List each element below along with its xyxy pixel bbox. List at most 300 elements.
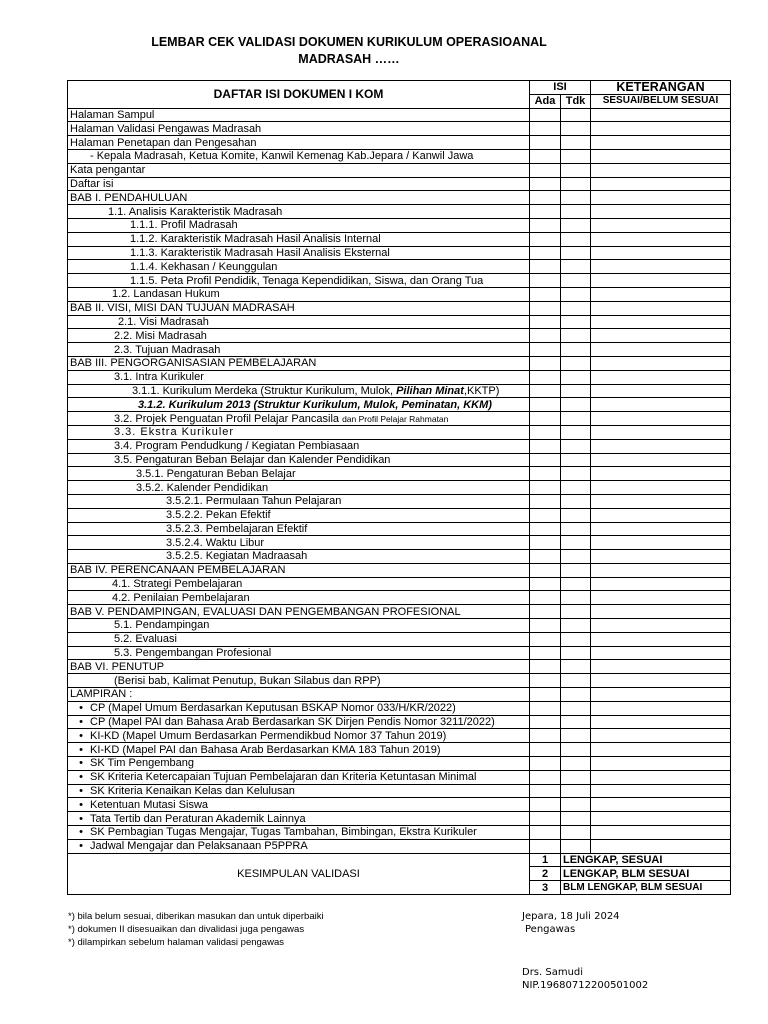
tdk-checkbox-cell[interactable] [561,577,591,591]
item-cell [68,481,530,495]
item-text: 1.1.1. Profil Madrasah [130,219,238,232]
item-text: 3.2. Projek Penguatan Profil Pelajar Pancasila [114,412,343,425]
table-row [68,784,731,798]
tdk-checkbox-cell[interactable] [561,508,591,522]
keterangan-cell[interactable] [591,784,731,798]
ada-checkbox-cell[interactable] [530,122,561,136]
item-cell [68,536,530,550]
keterangan-cell[interactable] [591,481,731,495]
item-cell [68,591,530,605]
tdk-checkbox-cell[interactable] [561,177,591,191]
item-cell [68,674,530,688]
item-text: 3.1.2. Kurikulum 2013 (Struktur Kurikulum, Mulok, Peminatan, KKM) [138,398,492,411]
bullet-icon [70,813,90,825]
ada-checkbox-cell[interactable] [530,563,561,577]
item-text: 3.5.2.3. Pembelajaran Efektif [166,522,308,535]
ada-checkbox-cell[interactable] [530,729,561,743]
item-cell [68,356,530,370]
ada-checkbox-cell[interactable] [530,205,561,219]
table-row [68,108,731,122]
signature-nip: NIP.19680712200501002 [522,980,649,991]
item-text-tail: ,KKTP) [463,384,500,397]
item-cell [68,343,530,357]
table-row [68,591,731,605]
tdk-checkbox-cell[interactable] [561,481,591,495]
signature-name: Drs. Samudi [522,967,584,978]
ada-checkbox-cell[interactable] [530,370,561,384]
item-cell [68,218,530,232]
ada-checkbox-cell[interactable] [530,688,561,702]
title-line-2: MADRASAH …… [298,52,400,66]
item-text: CP (Mapel PAI dan Bahasa Arab Berdasarkan SK Dirjen Pendis Nomor 3211/2022) [90,716,495,729]
item-cell [68,743,530,757]
ada-checkbox-cell[interactable] [530,246,561,260]
ada-checkbox-cell[interactable] [530,329,561,343]
ada-checkbox-cell[interactable] [530,701,561,715]
table-row [68,343,731,357]
tdk-checkbox-cell[interactable] [561,688,591,702]
ada-checkbox-cell[interactable] [530,494,561,508]
keterangan-cell[interactable] [591,136,731,150]
keterangan-cell[interactable] [591,343,731,357]
ada-checkbox-cell[interactable] [530,674,561,688]
keterangan-cell[interactable] [591,536,731,550]
tdk-checkbox-cell[interactable] [561,646,591,660]
tdk-checkbox-cell[interactable] [561,343,591,357]
table-row [68,550,731,564]
keterangan-cell[interactable] [591,563,731,577]
table-row [68,122,731,136]
table-row [68,218,731,232]
keterangan-cell[interactable] [591,246,731,260]
header-ada: Ada [530,94,561,108]
ada-checkbox-cell[interactable] [530,177,561,191]
tdk-checkbox-cell[interactable] [561,826,591,840]
conclusion-section [68,853,731,894]
tdk-checkbox-cell[interactable] [561,136,591,150]
keterangan-cell[interactable] [591,370,731,384]
ada-checkbox-cell[interactable] [530,108,561,122]
item-text: BAB III. PENGORGANISASIAN PEMBELAJARAN [70,357,317,370]
tdk-checkbox-cell[interactable] [561,729,591,743]
keterangan-cell[interactable] [591,688,731,702]
keterangan-cell[interactable] [591,205,731,219]
table-row [68,508,731,522]
tdk-checkbox-cell[interactable] [561,494,591,508]
item-cell [68,784,530,798]
ada-checkbox-cell[interactable] [530,315,561,329]
tdk-checkbox-cell[interactable] [561,563,591,577]
keterangan-cell[interactable] [591,232,731,246]
tdk-checkbox-cell[interactable] [561,784,591,798]
keterangan-cell[interactable] [591,384,731,398]
item-cell [68,839,530,853]
keterangan-cell[interactable] [591,108,731,122]
table-row [68,329,731,343]
item-cell [68,177,530,191]
item-cell [68,770,530,784]
keterangan-cell[interactable] [591,674,731,688]
item-text: Halaman Sampul [70,108,155,121]
item-text: 1.2. Landasan Hukum [112,288,220,301]
item-cell [68,563,530,577]
ada-checkbox-cell[interactable] [530,508,561,522]
ada-checkbox-cell[interactable] [530,522,561,536]
table-row [68,439,731,453]
tdk-checkbox-cell[interactable] [561,743,591,757]
ada-checkbox-cell[interactable] [530,481,561,495]
tdk-checkbox-cell[interactable] [561,191,591,205]
ada-checkbox-cell[interactable] [530,784,561,798]
bullet-icon [70,826,90,838]
keterangan-cell[interactable] [591,757,731,771]
item-text: KI-KD (Mapel PAI dan Bahasa Arab Berdasarkan KMA 183 Tahun 2019) [90,743,441,756]
item-cell [68,453,530,467]
tdk-checkbox-cell[interactable] [561,605,591,619]
keterangan-cell[interactable] [591,522,731,536]
ada-checkbox-cell[interactable] [530,660,561,674]
table-row [68,163,731,177]
ada-checkbox-cell[interactable] [530,136,561,150]
tdk-checkbox-cell[interactable] [561,315,591,329]
table-row [68,205,731,219]
item-cell [68,136,530,150]
tdk-checkbox-cell[interactable] [561,398,591,412]
ada-checkbox-cell[interactable] [530,550,561,564]
keterangan-cell[interactable] [591,646,731,660]
ada-checkbox-cell[interactable] [530,301,561,315]
ada-checkbox-cell[interactable] [530,218,561,232]
tdk-checkbox-cell[interactable] [561,149,591,163]
item-text: - Kepala Madrasah, Ketua Komite, Kanwil Kemenag Kab.Jepara / Kanwil Jawa [90,150,474,163]
item-cell [68,315,530,329]
header-isi: ISI [530,81,591,95]
tdk-checkbox-cell[interactable] [561,356,591,370]
tdk-checkbox-cell[interactable] [561,384,591,398]
conclusion-num-2: 2 [530,867,561,881]
tdk-checkbox-cell[interactable] [561,798,591,812]
bullet-icon [70,744,90,756]
ada-checkbox-cell[interactable] [530,812,561,826]
keterangan-cell[interactable] [591,743,731,757]
tdk-checkbox-cell[interactable] [561,757,591,771]
ada-checkbox-cell[interactable] [530,826,561,840]
ada-checkbox-cell[interactable] [530,412,561,426]
tdk-checkbox-cell[interactable] [561,163,591,177]
table-row [68,246,731,260]
item-cell [68,246,530,260]
table-row [68,370,731,384]
tdk-checkbox-cell[interactable] [561,260,591,274]
ada-checkbox-cell[interactable] [530,715,561,729]
note-3: *) dilampirkan sebelum halaman validasi pengawas [68,937,284,948]
ada-checkbox-cell[interactable] [530,605,561,619]
document-items [68,108,731,853]
note-1: *) bila belum sesuai, diberikan masukan dan untuk diperbaiki [68,911,324,922]
table-row [68,149,731,163]
item-cell [68,701,530,715]
ada-checkbox-cell[interactable] [530,453,561,467]
ada-checkbox-cell[interactable] [530,191,561,205]
ada-checkbox-cell[interactable] [530,467,561,481]
item-cell [68,798,530,812]
keterangan-cell[interactable] [591,632,731,646]
keterangan-cell[interactable] [591,453,731,467]
ada-checkbox-cell[interactable] [530,757,561,771]
ada-checkbox-cell[interactable] [530,591,561,605]
item-text: LAMPIRAN : [70,688,133,701]
item-text: 4.1. Strategi Pembelajaran [112,578,243,591]
item-text-small: dan Profil Pelajar Rahmatan [342,413,449,424]
tdk-checkbox-cell[interactable] [561,632,591,646]
ada-checkbox-cell[interactable] [530,646,561,660]
keterangan-cell[interactable] [591,605,731,619]
tdk-checkbox-cell[interactable] [561,205,591,219]
item-cell [68,632,530,646]
conclusion-num-3: 3 [530,881,561,895]
ada-checkbox-cell[interactable] [530,839,561,853]
keterangan-cell[interactable] [591,550,731,564]
item-cell [68,812,530,826]
tdk-checkbox-cell[interactable] [561,715,591,729]
table-row [68,798,731,812]
item-text: Jadwal Mengajar dan Pelaksanaan P5PPRA [90,840,308,853]
ada-checkbox-cell[interactable] [530,343,561,357]
bullet-icon [70,716,90,728]
tdk-checkbox-cell[interactable] [561,674,591,688]
table-row [68,757,731,771]
note-2: *) dokumen II disesuaikan dan divalidasi juga pengawas [68,924,305,935]
item-cell [68,467,530,481]
table-row [68,715,731,729]
item-text: 2.1. Visi Madrasah [118,315,209,328]
ada-checkbox-cell[interactable] [530,163,561,177]
keterangan-cell[interactable] [591,839,731,853]
validation-table [67,80,731,895]
tdk-checkbox-cell[interactable] [561,550,591,564]
tdk-checkbox-cell[interactable] [561,467,591,481]
tdk-checkbox-cell[interactable] [561,412,591,426]
tdk-checkbox-cell[interactable] [561,287,591,301]
item-cell [68,163,530,177]
keterangan-cell[interactable] [591,287,731,301]
item-text: 5.2. Evaluasi [114,633,177,646]
tdk-checkbox-cell[interactable] [561,522,591,536]
tdk-checkbox-cell[interactable] [561,246,591,260]
signature-role: Pengawas [525,924,576,935]
item-text: 1.1. Analisis Karakteristik Madrasah [108,205,283,218]
bullet-icon [70,730,90,742]
keterangan-cell[interactable] [591,260,731,274]
keterangan-cell[interactable] [591,274,731,288]
item-cell [68,205,530,219]
table-row [68,315,731,329]
item-cell [68,191,530,205]
keterangan-cell[interactable] [591,191,731,205]
keterangan-cell[interactable] [591,701,731,715]
ada-checkbox-cell[interactable] [530,743,561,757]
item-text: 3.1.1. Kurikulum Merdeka (Struktur Kurikulum, Mulok, [132,384,397,397]
item-text: Halaman Validasi Pengawas Madrasah [70,122,262,135]
ada-checkbox-cell[interactable] [530,770,561,784]
tdk-checkbox-cell[interactable] [561,370,591,384]
tdk-checkbox-cell[interactable] [561,660,591,674]
tdk-checkbox-cell[interactable] [561,122,591,136]
item-text: 5.3. Pengembangan Profesional [114,647,272,660]
keterangan-cell[interactable] [591,412,731,426]
table-row [68,384,731,398]
tdk-checkbox-cell[interactable] [561,218,591,232]
table-row [68,522,731,536]
ada-checkbox-cell[interactable] [530,398,561,412]
table-row [68,605,731,619]
ada-checkbox-cell[interactable] [530,577,561,591]
tdk-checkbox-cell[interactable] [561,439,591,453]
table-row [68,494,731,508]
table-row [68,743,731,757]
keterangan-cell[interactable] [591,149,731,163]
keterangan-cell[interactable] [591,356,731,370]
item-cell [68,425,530,439]
table-row [68,136,731,150]
table-row [68,563,731,577]
tdk-checkbox-cell[interactable] [561,274,591,288]
signature-block [522,910,620,936]
keterangan-cell[interactable] [591,619,731,633]
ada-checkbox-cell[interactable] [530,425,561,439]
keterangan-cell[interactable] [591,122,731,136]
item-text: Daftar isi [70,177,114,190]
keterangan-cell[interactable] [591,177,731,191]
keterangan-cell[interactable] [591,508,731,522]
ada-checkbox-cell[interactable] [530,384,561,398]
ada-checkbox-cell[interactable] [530,260,561,274]
item-text: 3.5.2.2. Pekan Efektif [166,509,271,522]
item-cell [68,398,530,412]
tdk-checkbox-cell[interactable] [561,425,591,439]
tdk-checkbox-cell[interactable] [561,591,591,605]
document-title [0,34,768,68]
ada-checkbox-cell[interactable] [530,798,561,812]
ada-checkbox-cell[interactable] [530,536,561,550]
keterangan-cell[interactable] [591,812,731,826]
item-text: BAB IV. PERENCANAAN PEMBELAJARAN [70,564,286,577]
item-cell [68,619,530,633]
item-cell [68,550,530,564]
table-row [68,191,731,205]
table-row [68,536,731,550]
table-row [68,467,731,481]
item-cell [68,439,530,453]
tdk-checkbox-cell[interactable] [561,701,591,715]
item-cell [68,577,530,591]
tdk-checkbox-cell[interactable] [561,536,591,550]
tdk-checkbox-cell[interactable] [561,812,591,826]
table-row [68,481,731,495]
item-cell [68,715,530,729]
keterangan-cell[interactable] [591,729,731,743]
item-text: SK Kriteria Kenaikan Kelas dan Kelulusan [90,785,295,798]
item-text: Halaman Penetapan dan Pengesahan [70,136,257,149]
keterangan-cell[interactable] [591,770,731,784]
table-row [68,770,731,784]
table-row [68,177,731,191]
item-text: Kata pengantar [70,164,146,177]
tdk-checkbox-cell[interactable] [561,839,591,853]
conclusion-row-1 [68,853,731,867]
item-cell [68,646,530,660]
keterangan-cell[interactable] [591,301,731,315]
tdk-checkbox-cell[interactable] [561,301,591,315]
table-row [68,660,731,674]
header-daftar-isi: DAFTAR ISI DOKUMEN I KOM [68,81,530,109]
keterangan-cell[interactable] [591,315,731,329]
notes [68,910,324,949]
table-row [68,729,731,743]
ada-checkbox-cell[interactable] [530,232,561,246]
ada-checkbox-cell[interactable] [530,632,561,646]
item-cell [68,287,530,301]
keterangan-cell[interactable] [591,494,731,508]
keterangan-cell[interactable] [591,826,731,840]
table-row [68,453,731,467]
item-cell [68,260,530,274]
table-row [68,274,731,288]
keterangan-cell[interactable] [591,467,731,481]
keterangan-cell[interactable] [591,439,731,453]
ada-checkbox-cell[interactable] [530,619,561,633]
item-cell [68,301,530,315]
bullet-icon [70,757,90,769]
tdk-checkbox-cell[interactable] [561,453,591,467]
keterangan-cell[interactable] [591,218,731,232]
keterangan-cell[interactable] [591,163,731,177]
keterangan-cell[interactable] [591,329,731,343]
item-text: BAB II. VISI, MISI DAN TUJUAN MADRASAH [70,302,295,315]
header-sesuai: SESUAI/BELUM SESUAI [591,94,731,108]
keterangan-cell[interactable] [591,591,731,605]
tdk-checkbox-cell[interactable] [561,329,591,343]
table-row [68,839,731,853]
item-text: SK Tim Pengembang [90,757,194,770]
item-cell [68,729,530,743]
tdk-checkbox-cell[interactable] [561,770,591,784]
ada-checkbox-cell[interactable] [530,356,561,370]
ada-checkbox-cell[interactable] [530,287,561,301]
keterangan-cell[interactable] [591,398,731,412]
keterangan-cell[interactable] [591,715,731,729]
tdk-checkbox-cell[interactable] [561,108,591,122]
keterangan-cell[interactable] [591,798,731,812]
item-cell [68,688,530,702]
item-cell [68,384,530,398]
item-cell [68,522,530,536]
ada-checkbox-cell[interactable] [530,439,561,453]
keterangan-cell[interactable] [591,577,731,591]
tdk-checkbox-cell[interactable] [561,619,591,633]
item-cell [68,757,530,771]
ada-checkbox-cell[interactable] [530,274,561,288]
keterangan-cell[interactable] [591,425,731,439]
item-text: SK Pembagian Tugas Mengajar, Tugas Tambahan, Bimbingan, Ekstra Kurikuler [90,826,477,839]
keterangan-cell[interactable] [591,660,731,674]
item-text: KI-KD (Mapel Umum Berdasarkan Permendikbud Nomor 37 Tahun 2019) [90,729,447,742]
item-cell [68,660,530,674]
tdk-checkbox-cell[interactable] [561,232,591,246]
ada-checkbox-cell[interactable] [530,149,561,163]
table-row [68,701,731,715]
table-row [68,646,731,660]
